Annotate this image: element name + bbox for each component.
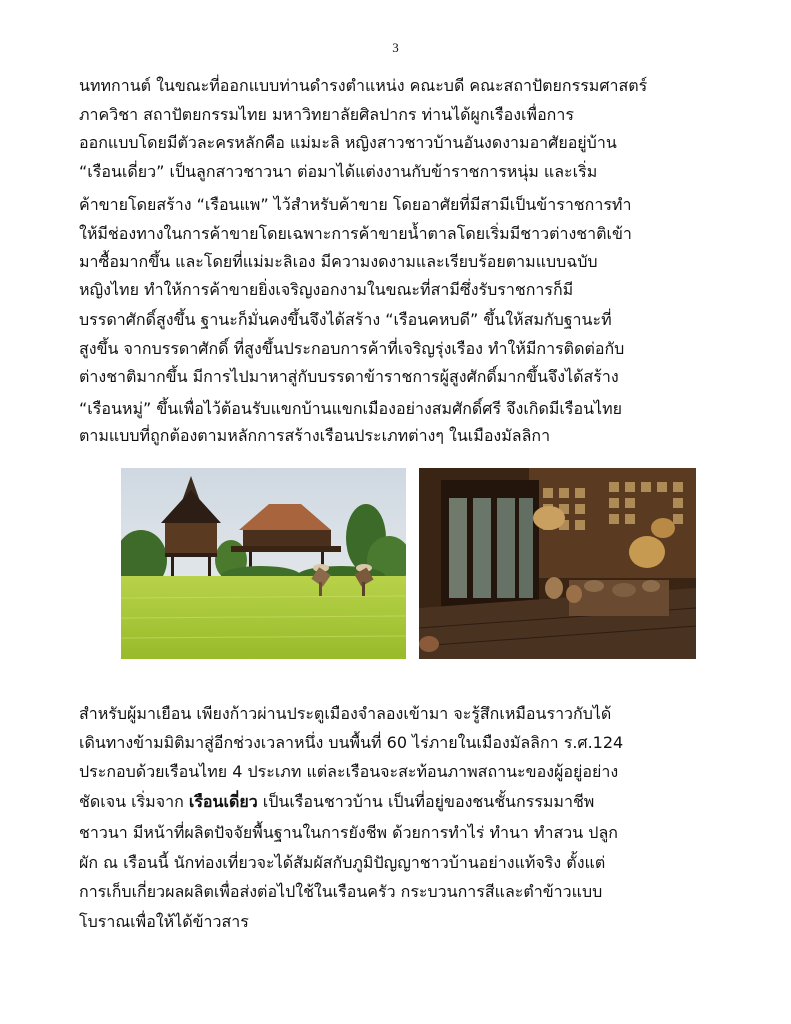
paragraph-2-line-4 <box>79 790 594 815</box>
paragraph-2-line-6: ผัก ณ เรือนนี้ นักท่องเที่ยวจะได้สัมผัสกับภูมิปัญญาชาวบ้านอย่างแท้จริง ตั้งแต่ <box>79 853 606 872</box>
paragraph-1-line-1: นททกานต์ ในขณะที่ออกแบบท่านดำรงตำแหน่ง คณะบดี คณะสถาปัตยกรรมศาสตร์ <box>79 76 648 95</box>
paragraph-2-line-7: การเก็บเกี่ยวผลผลิตเพื่อส่งต่อไปใช้ในเรือนครัว กระบวนการสีและตำข้าวแบบ <box>79 882 603 901</box>
paragraph-1-line-5: ค้าขายโดยสร้าง “เรือนแพ” ไว้สำหรับค้าขาย โดยอาศัยที่มีสามีเป็นข้าราชการทำ <box>79 195 632 214</box>
paragraph-1-line-13: ตามแบบที่ถูกต้องตามหลักการสร้างเรือนประเภทต่างๆ ในเมืองมัลลิกา <box>79 426 551 445</box>
paragraph-1 <box>79 74 739 444</box>
paragraph-2-line-1: สำหรับผู้มาเยือน เพียงก้าวผ่านประตูเมืองจำลองเข้ามา จะรู้สึกเหมือนราวกับได้ <box>79 704 612 723</box>
photo-thai-house-rice-field <box>121 468 406 659</box>
paragraph-2-line-8: โบราณเพื่อให้ได้ข้าวสาร <box>79 912 249 931</box>
paragraph-1-line-6: ให้มีช่องทางในการค้าขายโดยเฉพาะการค้าขายน้ำตาลโดยเริ่มมีชาวต่างชาติเข้า <box>79 224 632 243</box>
line-4-lead-text: ชัดเจน เริ่มจาก <box>79 792 189 811</box>
paragraph-2-line-3: ประกอบด้วยเรือนไทย 4 ประเภท แต่ละเรือนจะสะท้อนภาพสถานะของผู้อยู่อย่าง <box>79 762 619 781</box>
paragraph-2 <box>79 702 739 952</box>
paragraph-1-line-8: หญิงไทย ทำให้การค้าขายยิ่งเจริญงอกงามในขณะที่สามีซึ่งรับราชการก็มี <box>79 280 574 299</box>
photo-thai-house-interior <box>419 468 696 659</box>
paragraph-1-line-2: ภาควิชา สถาปัตยกรรมไทย มหาวิทยาลัยศิลปากร ท่านได้ผูกเรืองเพื่อการ <box>79 105 574 124</box>
paragraph-1-line-10: สูงขึ้น จากบรรดาศักดิ์ ที่สูงขึ้นประกอบการค้าที่เจริญรุ่งเรือง ทำให้มีการติดต่อกับ <box>79 339 625 358</box>
bold-term-ruean-diao: เรือนเดี่ยว <box>188 792 258 811</box>
paragraph-1-line-3: ออกแบบโดยมีตัวละครหลักคือ แม่มะลิ หญิงสาวชาวบ้านอันงดงามอาศัยอยู่บ้าน <box>79 133 617 152</box>
line-4-tail-text: เป็นเรือนชาวบ้าน เป็นที่อยู่ของชนชั้นกรรมมาชีพ <box>257 792 595 811</box>
paragraph-1-line-9: บรรดาศักดิ์สูงขึ้น ฐานะก็มั่นคงขึ้นจึงได้สร้าง “เรือนคหบดี” ขึ้นให้สมกับฐานะที่ <box>79 310 612 329</box>
paragraph-1-line-4: “เรือนเดี่ยว” เป็นลูกสาวชาวนา ต่อมาได้แต่งงานกับข้าราชการหนุ่ม และเริ่ม <box>79 162 598 181</box>
page-number: 3 <box>392 40 399 55</box>
paragraph-1-line-11: ต่างชาติมากขึ้น มีการไปมาหาสู่กับบรรดาข้าราชการผู้สูงศักดิ์มากขึ้นจึงได้สร้าง <box>79 367 619 386</box>
paragraph-2-line-5: ชาวนา มีหน้าที่ผลิตปัจจัยพื้นฐานในการยังชีพ ด้วยการทำไร่ ทำนา ทำสวน ปลูก <box>79 823 618 842</box>
paragraph-1-line-7: มาซื้อมากขึ้น และโดยที่แม่มะลิเอง มีความงดงามและเรียบร้อยตามแบบฉบับ <box>79 252 598 271</box>
paragraph-2-line-2: เดินทางข้ามมิติมาสู่อีกช่วงเวลาหนึ่ง บนพื้นที่ 60 ไร่ภายในเมืองมัลลิกา ร.ศ.124 <box>79 733 624 752</box>
paragraph-1-line-12: “เรือนหมู่” ขึ้นเพื่อไว้ต้อนรับแขกบ้านแขกเมืองอย่างสมศักดิ์ศรี จึงเกิดมีเรือนไทย <box>79 399 622 418</box>
